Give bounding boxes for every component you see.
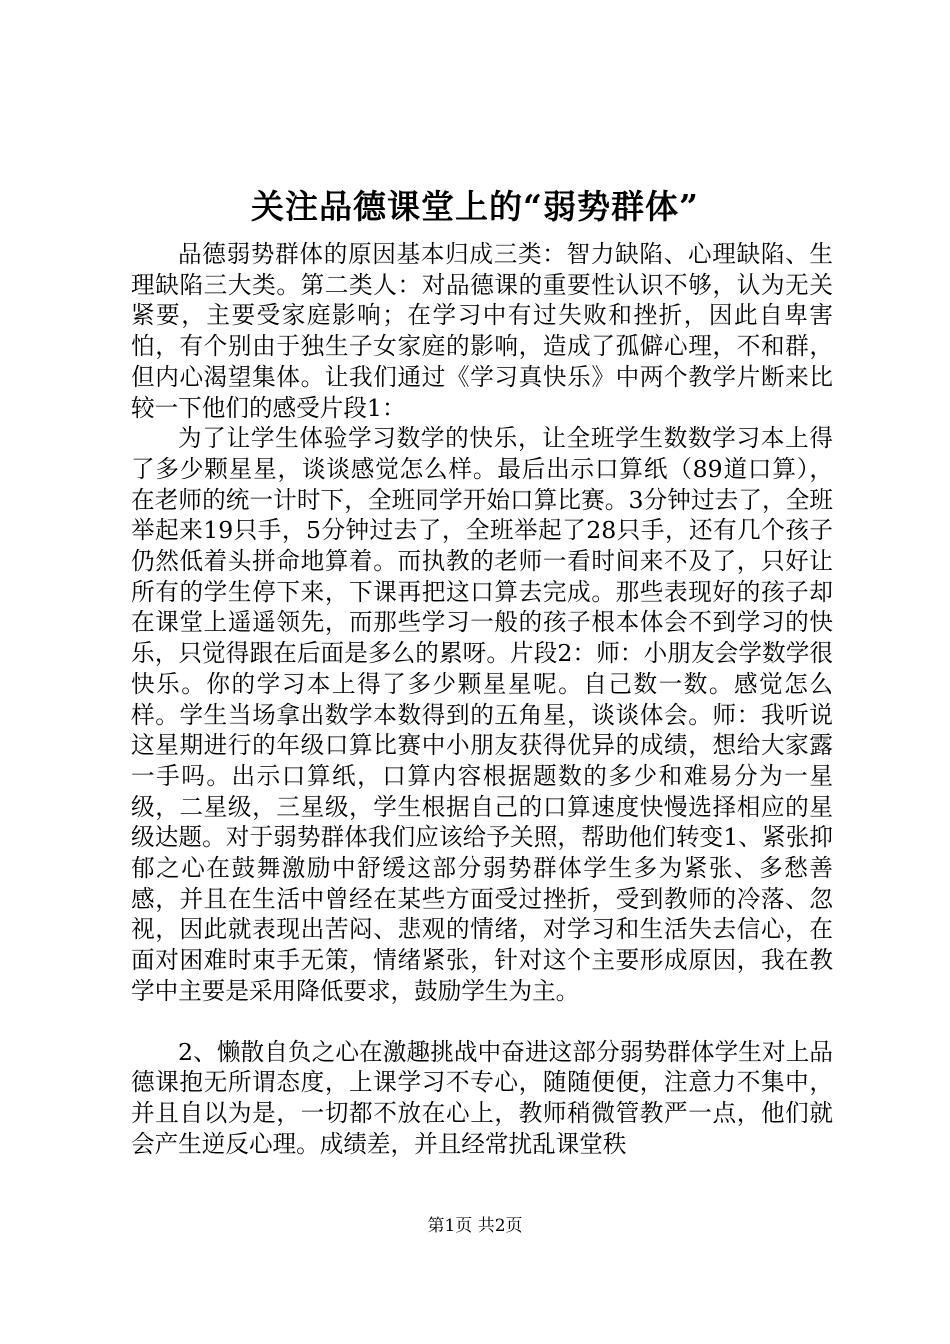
paragraph-3: 2、懒散自负之心在激趣挑战中奋进这部分弱势群体学生对上品德课抱无所谓态度，上课学习不专心，随随便便，注意力不集中，并且自以为是，一切都不放在心上，教师稍微管教严一点，他们就会产生逆反心理。成绩差，并且经常扰乱课堂秩 (131, 1037, 833, 1158)
paragraph-1: 品德弱势群体的原因基本归成三类：智力缺陷、心理缺陷、生理缺陷三大类。第二类人：对品德课的重要性认识不够，认为无关紧要，主要受家庭影响；在学习中有过失败和挫折，因此自卑害怕，有个别由于独生子女家庭的影响，造成了孤僻心理，不和群，但内心渴望集体。让我们通过《学习真快乐》中两个教学片断来比较一下他们的感受片段1： (131, 240, 833, 422)
document-body (131, 239, 833, 1159)
document-title: 关注品德课堂上的“弱势群体” (251, 187, 699, 226)
paragraph-2: 为了让学生体验学习数学的快乐，让全班学生数数学习本上得了多少颗星星，谈谈感觉怎么样。最后出示口算纸（89道口算），在老师的统一计时下，全班同学开始口算比赛。3分钟过去了，全班举起来19只手，5分钟过去了，全班举起了28只手，还有几个孩子仍然低着头拼命地算着。而执教的老师一看时间来不及了，只好让所有的学生停下来，下课再把这口算去完成。那些表现好的孩子却在课堂上遥遥领先，而那些学习一般的孩子根本体会不到学习的快乐，只觉得跟在后面是多么的累呀。片段2：师：小朋友会学数学很快乐。你的学习本上得了多少颗星星呢。自己数一数。感觉怎么样。学生当场拿出数学本数得到的五角星，谈谈体会。师：我听说这星期进行的年级口算比赛中小朋友获得优异的成绩，想给大家露一手吗。出示口算纸，口算内容根据题数的多少和难易分为一星级，二星级，三星级，学生根据自己的口算速度快慢选择相应的星级达题。对于弱势群体我们应该给予关照，帮助他们转变1、紧张抑郁之心在鼓舞激励中舒缓这部分弱势群体学生多为紧张、多愁善感，并且在生活中曾经在某些方面受过挫折，受到教师的冷落、忽视，因此就表现出苦闷、悲观的情绪，对学习和生活失去信心，在面对困难时束手无策，情绪紧张，针对这个主要形成原因，我在教学中主要是采用降低要求，鼓励学生为主。 (131, 424, 833, 1005)
page-number-footer: 第1页 共2页 (427, 1216, 523, 1236)
